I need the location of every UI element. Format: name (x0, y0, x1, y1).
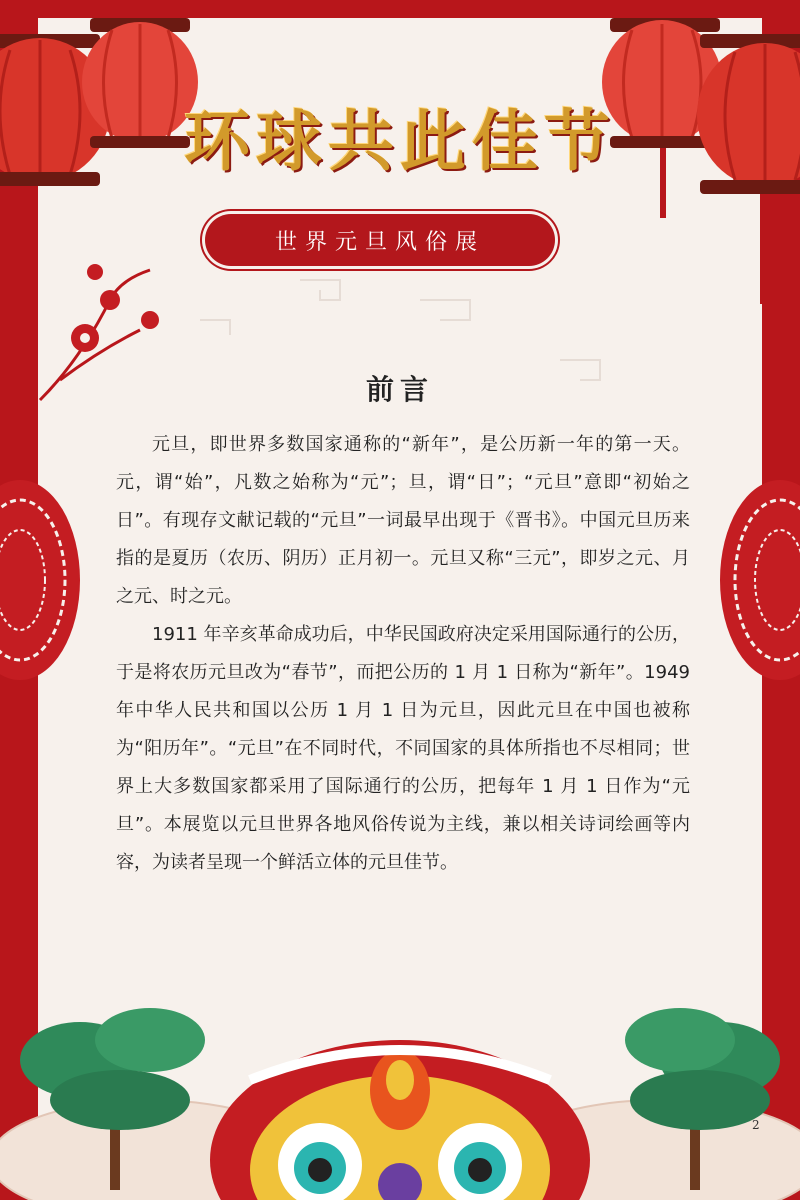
page-number: 2 (752, 1118, 760, 1132)
paragraph: 元旦，即世界多数国家通称的“新年”，是公历新一年的第一天。元，谓“始”，凡数之始称为“元”；旦，谓“日”；“元旦”意即“初始之日”。有现存文献记载的“元旦”一词最早出现于《晋书》。中国元旦历来指的是夏历（农历、阴历）正月初一。元旦又称“三元”，即岁之元、月之元、时之元。 (116, 434, 690, 607)
paragraph: 1911 年辛亥革命成功后，中华民国政府决定采用国际通行的公历，于是将农历元旦改为“春节”，而把公历的 1 月 1 日称为“新年”。1949 年中华人民共和国以公历 1 月 1 日为元旦，因此元旦在中国也被称为“阳历年”。“元旦”在不同时代，不同国家的具体所指也不尽相同；世界上大多数国家都采用了国际通行的公历，把每年 1 月 1 日作为“元旦”。本展览以元旦世界各地风俗传说为主线，兼以相关诗词绘画等内容，为读者呈现一个鲜活立体的元旦佳节。 (116, 624, 690, 873)
preface-body (116, 426, 690, 882)
lion-head-icon (210, 1040, 590, 1200)
subtitle: 世界元旦风俗展 (274, 229, 485, 255)
papercut-left-icon (0, 480, 80, 680)
section-heading: 前言 (365, 373, 434, 406)
subtitle-banner (205, 214, 555, 266)
papercut-right-icon (720, 480, 800, 680)
main-title: 环球共此佳节 (184, 102, 616, 180)
